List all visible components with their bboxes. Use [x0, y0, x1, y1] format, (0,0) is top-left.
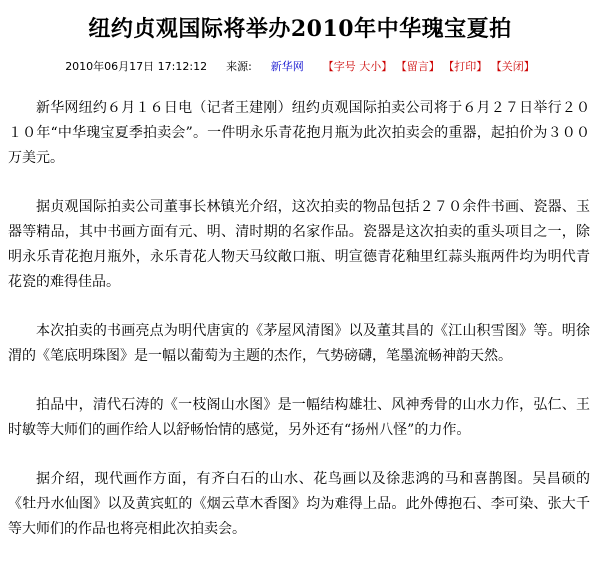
- publish-datetime: 2010年06月17日 17:12:12: [65, 60, 208, 73]
- source-link[interactable]: 新华网: [270, 60, 304, 73]
- article-body: [8, 96, 590, 566]
- paragraph: 新华网纽约６月１６日电（记者王建刚）纽约贞观国际拍卖公司将于６月２７日举行２０１０年“中华瑰宝夏季拍卖会”。一件明永乐青花抱月瓶为此次拍卖会的重器，起拍价为３００万美元。: [8, 100, 590, 166]
- paragraph: 本次拍卖的书画亮点为明代唐寅的《茅屋风清图》以及董其昌的《江山积雪图》等。明徐渭的《笔底明珠图》是一幅以葡萄为主题的杰作，气势磅礴，笔墨流畅神韵天然。: [8, 323, 590, 364]
- paragraph: 拍品中，清代石涛的《一枝阁山水图》是一幅结构雄壮、风神秀骨的山水力作，弘仁、王时敏等大师们的画作给人以舒畅怡情的感觉，另外还有“扬州八怪”的力作。: [8, 397, 590, 438]
- close-button[interactable]: 【关闭】: [490, 60, 535, 73]
- font-size-label: 【字号: [322, 60, 360, 73]
- font-small-button[interactable]: 小: [370, 60, 382, 73]
- article-title: 纽约贞观国际将举办2010年中华瑰宝夏拍: [88, 16, 512, 42]
- article-meta-bar: [0, 58, 600, 74]
- comment-button[interactable]: 【留言】: [395, 60, 440, 73]
- paragraph: 据贞观国际拍卖公司董事长林镇光介绍，这次拍卖的物品包括２７０余件书画、瓷器、玉器等精品，其中书画方面有元、明、清时期的名家作品。瓷器是这次拍卖的重头项目之一，除明永乐青花抱月瓶外，永乐青花人物天马纹敞口瓶、明宣德青花釉里红蒜头瓶两件均为明代青花瓷的难得佳品。: [8, 199, 590, 290]
- font-size-control: [323, 60, 393, 73]
- font-large-button[interactable]: 大: [359, 60, 371, 73]
- paragraph: 据介绍，现代画作方面，有齐白石的山水、花鸟画以及徐悲鸿的马和喜鹊图。吴昌硕的《牡丹水仙图》以及黄宾虹的《烟云草木香图》均为难得上品。此外傅抱石、李可染、张大千等大师们的作品也将亮相此次拍卖会。: [8, 471, 590, 537]
- font-size-close: 】: [381, 60, 393, 73]
- source-label: 来源:: [226, 60, 252, 73]
- print-button[interactable]: 【打印】: [443, 60, 488, 73]
